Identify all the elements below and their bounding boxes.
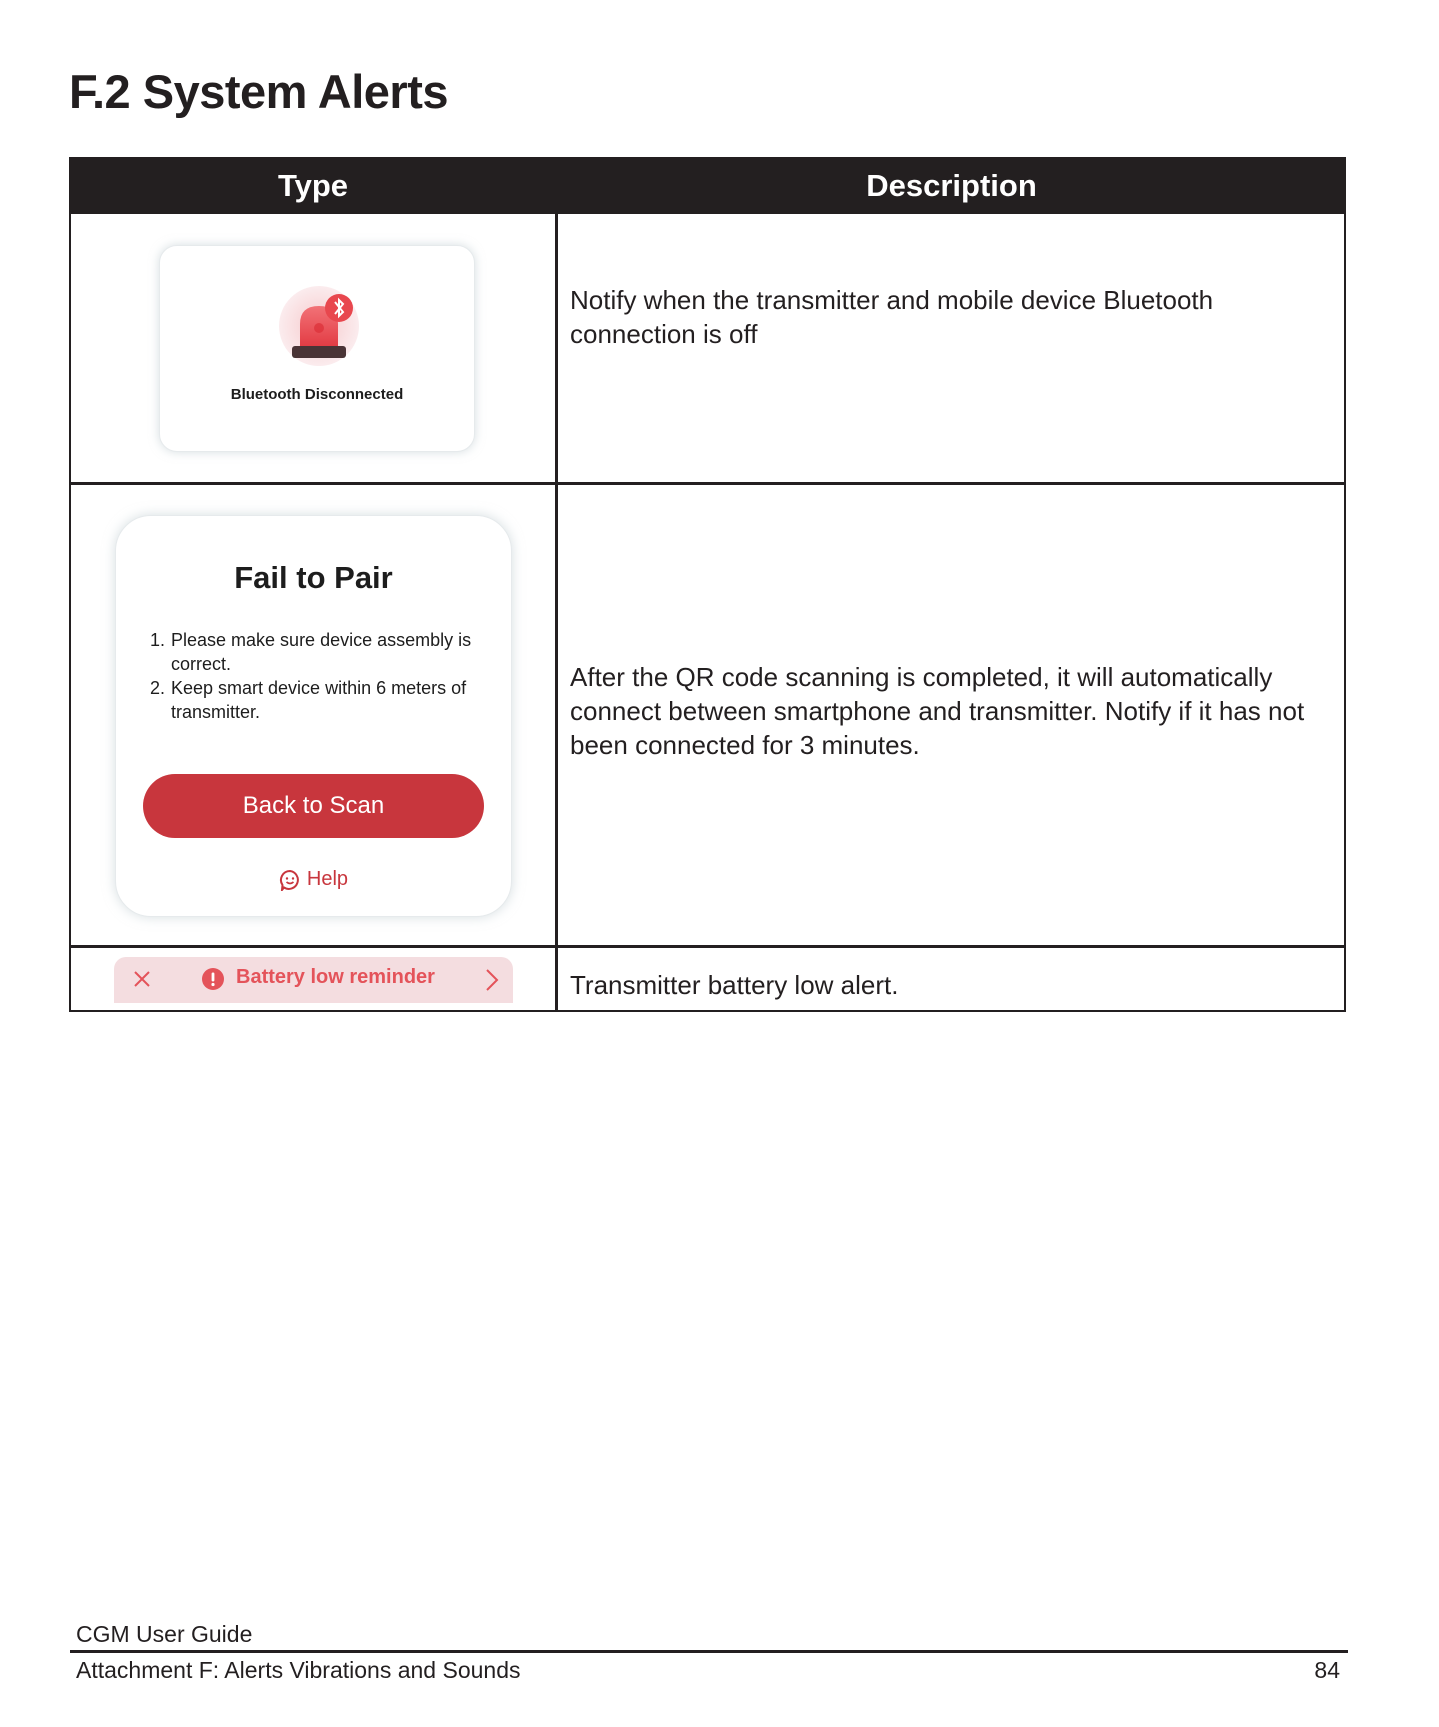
row-divider <box>69 945 1346 948</box>
help-label: Help <box>306 868 349 890</box>
footer-doc-title: CGM User Guide <box>76 1621 253 1647</box>
battery-low-banner[interactable] <box>114 957 513 1003</box>
chevron-right-icon[interactable] <box>484 967 500 993</box>
list-text: Please make sure device assembly is correct. <box>171 630 472 674</box>
instructions-list <box>150 628 490 724</box>
table-header <box>69 157 1346 214</box>
smiley-chat-icon <box>279 869 301 891</box>
alert-icon <box>202 968 224 990</box>
column-divider <box>555 214 558 1012</box>
list-number: 2. <box>150 678 166 698</box>
footer-section: Attachment F: Alerts Vibrations and Sounds <box>76 1657 521 1683</box>
page-number: 84 <box>1314 1657 1340 1683</box>
header-type: Type <box>277 168 349 203</box>
bluetooth-disconnected-card <box>159 245 475 452</box>
list-number: 1. <box>150 630 166 650</box>
page-title: F.2 System Alerts <box>69 65 448 118</box>
help-link[interactable] <box>116 868 511 897</box>
battery-low-label: Battery low reminder <box>236 966 435 988</box>
list-item <box>150 628 490 676</box>
row-divider <box>69 482 1346 485</box>
row-description: Notify when the transmitter and mobile device Bluetooth connection is off <box>570 285 1214 349</box>
alerts-table <box>69 157 1346 1014</box>
list-text: Keep smart device within 6 meters of transmitter. <box>171 678 467 722</box>
row-description: After the QR code scanning is completed, it will automatically connect between smartphone and transmitter. Notify if it has not been connected for 3 minutes. <box>570 662 1305 760</box>
dialog-title: Fail to Pair <box>234 560 393 595</box>
close-icon[interactable] <box>130 967 154 991</box>
bluetooth-disconnected-label: Bluetooth Disconnected <box>230 386 404 403</box>
siren-bluetooth-icon <box>274 286 364 366</box>
list-item <box>150 676 490 724</box>
footer-divider <box>70 1650 1348 1653</box>
fail-to-pair-dialog <box>115 515 512 917</box>
header-description: Description <box>866 168 1037 203</box>
row-description: Transmitter battery low alert. <box>570 970 899 1000</box>
back-to-scan-button[interactable]: Back to Scan <box>143 774 484 838</box>
